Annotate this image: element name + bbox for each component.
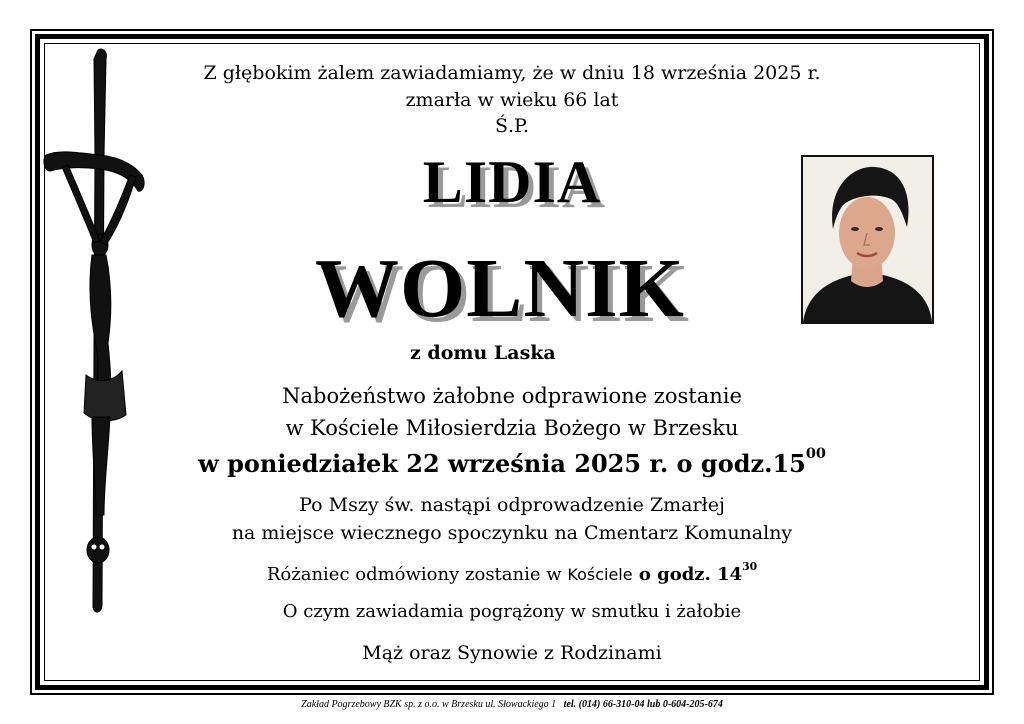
service-datetime [0, 445, 1024, 478]
rosary-place: Kościele [567, 565, 633, 584]
service-datetime-text: w poniedziałek 22 września 2025 r. o godz.15 [198, 449, 806, 478]
mourners-line-1: O czym zawiadamia pogrążony w smutku i żałobie [282, 601, 742, 622]
announcement-line: Z głębokim żalem zawiadamiamy, że w dniu 18 września 2025 r. [203, 62, 821, 84]
rosary-time: o godz. 14 [632, 564, 743, 585]
mourners-line-2: Mąż oraz Synowie z Rodzinami [362, 642, 662, 664]
burial-line-1: Po Mszy św. nastąpi odprowadzenie Zmarłej [299, 494, 725, 516]
service-time-minutes: 00 [805, 445, 826, 462]
rosary-line [0, 560, 1024, 585]
service-line-1: Nabożeństwo żałobne odprawione zostanie [282, 384, 742, 408]
last-name: WOLNIK [314, 242, 686, 335]
footer [0, 699, 1024, 710]
service-line-2: w Kościele Miłosierdzia Bożego w Brzesku [285, 416, 739, 440]
maiden-name: z domu Laska [410, 342, 556, 364]
rosary-time-minutes: 30 [742, 560, 758, 573]
burial-line-2: na miejsce wiecznego spoczynku na Cmentarz Komunalny [231, 522, 793, 544]
sp-abbreviation: Ś.P. [494, 115, 530, 137]
first-name: LIDIA [422, 149, 602, 215]
footer-company: Zakład Pogrzebowy BZK sp. z o.o. w Brzesku ul. Słowackiego 1 [301, 699, 557, 710]
age-line: zmarła w wieku 66 lat [405, 89, 619, 111]
rosary-prefix: Różaniec odmówiony zostanie w [266, 564, 568, 585]
footer-phone: tel. (014) 66-310-04 lub 0-604-205-674 [563, 699, 723, 710]
